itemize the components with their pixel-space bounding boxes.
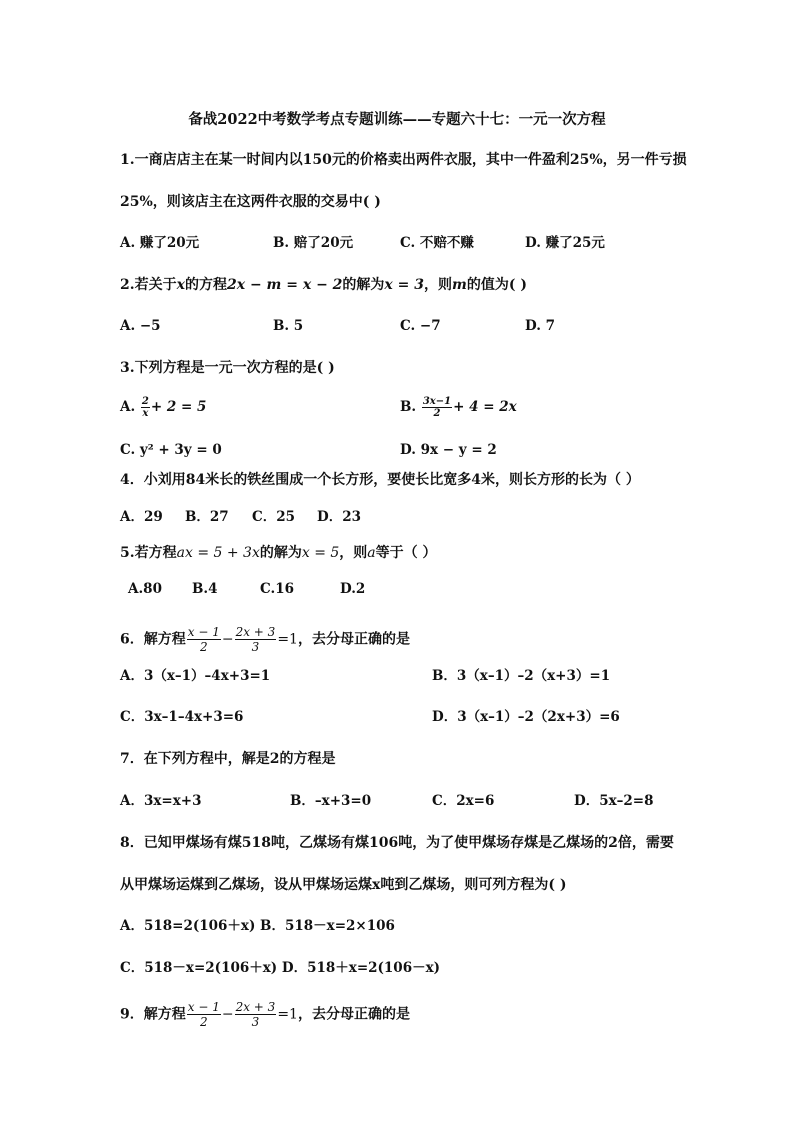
q6-fraction-2-denominator: 3 [251,640,260,654]
q5-equation: ax = 5 + 3x [176,545,260,561]
q6-option-a: A．3（x–1）–4x+3=1 [120,668,271,684]
q5-option-b: B.4 [192,581,218,597]
q2-option-a: A. −5 [120,318,161,334]
q8-options-ab: A．518=2(106＋x) B．518－x=2×106 [120,918,395,934]
q3-option-a-numerator: 2 [141,396,149,407]
q6-option-b: B．3（x–1）–2（x+3）=1 [432,668,611,684]
document-title: 备战2022中考数学考点专题训练——专题六十七：一元一次方程 [188,111,606,128]
q6-fraction-1-denominator: 2 [199,640,208,654]
q6-minus: − [221,631,234,648]
q2-option-b: B. 5 [273,318,304,334]
q6-fraction-1-numerator: x − 1 [187,625,220,639]
q1-option-c: C. 不赔不赚 [400,235,474,251]
q1-option-b: B. 赔了20元 [273,235,354,251]
q3-option-a [120,396,206,419]
q8-stem-line1: 8．已知甲煤场有煤518吨，乙煤场有煤106吨，为了使甲煤场存煤是乙煤场的2倍，需要 [120,835,674,851]
q2-equation: 2x − m = x − 2 [226,277,343,293]
q9-fraction-1-numerator: x − 1 [187,1000,220,1014]
q9-eq-rest: =1 [277,1006,298,1023]
q7-stem: 7．在下列方程中，解是2的方程是 [120,751,336,767]
q1-option-d: D. 赚了25元 [525,235,605,251]
q6-stem [120,625,410,654]
q2-option-d: D. 7 [525,318,556,334]
q9-fraction-1-denominator: 2 [199,1015,208,1029]
q5-solution: x = 5 [301,545,340,561]
q2-prefix: 2.若关于 [120,277,177,293]
q2-solution: x = 3 [384,277,424,293]
q5-mid2: ，则 [339,545,368,561]
q2-suffix: 的值为( ) [466,277,527,293]
q3-option-b-label: B. [400,399,417,415]
q3-option-a-denominator: x [142,408,149,419]
q2-mid1: 的方程 [184,277,227,293]
q6-prefix: 6．解方程 [120,631,186,648]
q3-option-a-fraction [141,396,150,419]
q9-suffix: ，去分母正确的是 [297,1006,410,1023]
q5-var-a: a [367,545,376,561]
q1-option-a: A. 赚了20元 [120,235,200,251]
q4-option-c: C．25 [252,509,296,525]
q2-option-c: C. −7 [400,318,441,334]
q3-option-b [400,396,517,419]
q5-option-a: A.80 [128,581,162,597]
q5-suffix: 等于（ ） [375,545,437,561]
q2-mid3: ，则 [424,277,452,293]
q7-option-b: B．–x+3=0 [290,793,372,809]
q5-prefix: 5.若方程 [120,545,177,561]
q4-option-b: B．27 [185,509,229,525]
q7-option-c: C．2x=6 [432,793,495,809]
q1-stem-line1: 1.一商店店主在某一时间内以150元的价格卖出两件衣服，其中一件盈利25%，另一件亏损 [120,152,687,168]
q3-option-a-label: A. [120,399,136,415]
q6-fraction-2 [235,625,277,654]
q7-option-a: A．3x=x+3 [120,793,202,809]
q8-stem-line2: 从甲煤场运煤到乙煤场，设从甲煤场运煤x吨到乙煤场，则可列方程为( ) [120,877,567,893]
q2-var-m: m [452,277,467,293]
q3-option-b-fraction [422,396,452,419]
q5-mid: 的解为 [259,545,302,561]
q9-prefix: 9．解方程 [120,1006,186,1023]
q7-option-d: D．5x–2=8 [574,793,654,809]
q5-option-d: D.2 [340,581,366,597]
q9-fraction-1 [187,1000,221,1029]
q4-option-a: A．29 [120,509,163,525]
q6-eq-rest: =1 [277,631,298,648]
q2-mid2: 的解为 [342,277,385,293]
q4-option-d: D．23 [317,509,361,525]
q6-fraction-2-numerator: 2x + 3 [235,625,276,639]
q3-option-b-denominator: 2 [433,408,441,419]
q3-option-d: D. 9x − y = 2 [400,442,497,458]
q3-option-b-numerator: 3x−1 [422,396,452,407]
q5-option-c: C.16 [260,581,294,597]
q8-options-cd: C．518－x=2(106＋x) D．518＋x=2(106－x) [120,960,441,976]
q9-stem [120,1000,410,1029]
q5-stem [120,544,437,562]
q9-fraction-2-denominator: 3 [251,1015,260,1029]
q2-stem [120,276,527,294]
q3-option-b-rest: + 4 = 2x [453,399,517,415]
q6-fraction-1 [187,625,221,654]
q6-option-c: C．3x–1–4x+3=6 [120,709,244,725]
q3-option-c: C. y² + 3y = 0 [120,442,222,458]
q6-option-d: D．3（x–1）–2（2x+3）=6 [432,709,620,725]
q9-fraction-2 [235,1000,277,1029]
q6-suffix: ，去分母正确的是 [297,631,410,648]
q9-fraction-2-numerator: 2x + 3 [235,1000,276,1014]
q1-stem-line2: 25%，则该店主在这两件衣服的交易中( ) [120,194,381,210]
q2-var-x: x [176,277,185,293]
q3-stem: 3.下列方程是一元一次方程的是( ) [120,360,335,376]
q4-stem: 4．小刘用84米长的铁丝围成一个长方形，要使长比宽多4米，则长方形的长为（ ） [120,472,640,488]
q3-option-a-rest: + 2 = 5 [150,399,207,415]
q9-minus: − [221,1006,234,1023]
